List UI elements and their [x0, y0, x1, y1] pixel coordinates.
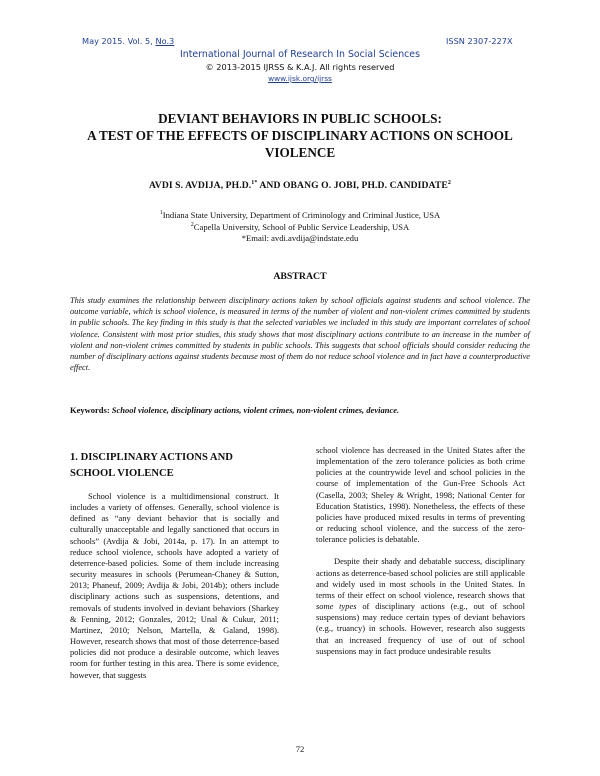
- issue-number-link[interactable]: No.3: [155, 36, 175, 46]
- keywords-text: School violence, disciplinary actions, violent crimes, non-violent crimes, deviance.: [111, 405, 400, 415]
- corresponding-email: *Email: avdi.avdija@indstate.edu: [241, 233, 359, 243]
- issn: ISSN 2307-227X: [446, 36, 513, 46]
- left-paragraph-1: School violence is a multidimensional construct. It includes a variety of offenses. Generally, school violence is defined as “any deviant behavior that is socially and culturally unacceptable and legally sanctioned that occurs in schools” (Avdija & Jobi, 2014a, p. 17). In an attempt to reduce school violence, schools have adopted a variety of deterrence-based policies. Some of them include increasing security measures in schools (Perumean-Chaney & Sutton, 2013; Phaneuf, 2009; Avdija & Jobi, 2014b); others include disciplinary actions such as suspensions, detentions, and removals of students involved in deviant behaviors (Sharkey & Fenning, 2012; Gonzales, 2012; Unal & Cukur, 2011; Martinez, 2010; Nelson, Martella, & Galand, 1998). However, research shows that most of those deterrence-based policies did not produce a desirable outcome, which leaves room for further testing in this area. There is some evidence, however, that suggests: [70, 491, 279, 680]
- authors-and: AND: [257, 180, 283, 191]
- affiliation-2: [40, 222, 560, 234]
- title-line-1: DEVIANT BEHAVIORS IN PUBLIC SCHOOLS:: [158, 111, 442, 126]
- copyright: © 2013-2015 IJRSS & K.A.J. All rights reserved: [205, 62, 395, 72]
- abstract-heading: ABSTRACT: [273, 271, 327, 282]
- right-paragraph-2-part-b: of disciplinary actions (e.g., out of school suspensions) may reduce certain types of deviant behaviors (e.g., truancy) in schools. However, research also suggests that an increased frequency of use of out of school suspensions may in fact produce undesirable results: [316, 601, 525, 656]
- affiliation-1-text: Indiana State University, Department of Criminology and Criminal Justice, USA: [162, 210, 441, 220]
- page-number: 72: [295, 744, 305, 754]
- author-2: OBANG O. JOBI, PH.D. CANDIDATE: [283, 180, 448, 191]
- affiliation-2-mark: 2: [190, 221, 194, 228]
- right-column: [316, 445, 525, 657]
- authors: [40, 180, 560, 191]
- affiliation-1-mark: 1: [159, 210, 163, 217]
- right-paragraph-1: school violence has decreased in the United States after the implementation of the zero tolerance policies as both crime policies at the countrywide level and school policies in the course of implementation of the Gun-Free Schools Act (Casella, 2003; Sheley & Wright, 1998; National Center for Education Statistics, 1998). Nonetheless, the effects of these policies have produced mixed results in terms of preventing or reducing school violence, and the success of the zero-tolerance policies is debatable.: [316, 445, 525, 545]
- section-1-heading-line-1: 1. DISCIPLINARY ACTIONS AND: [70, 452, 233, 463]
- issue-info: [82, 36, 174, 46]
- section-1-heading: [70, 450, 270, 482]
- affiliations: [40, 210, 560, 245]
- affiliation-2-text: Capella University, School of Public Service Leadership, USA: [193, 221, 410, 232]
- journal-url-link[interactable]: www.ijsk.org/ijrss: [268, 74, 332, 83]
- right-paragraph-2-part-a: Despite their shady and debatable success, disciplinary actions as deterrence-based school policies are still applicable and widely used in most schools in the United States. In terms of their effect on school violence, research shows that: [316, 556, 525, 600]
- author-1-mark: 1*: [251, 179, 258, 186]
- journal-name: International Journal of Research In Social Sciences: [180, 49, 420, 60]
- author-2-mark: 2: [447, 179, 451, 186]
- section-1-heading-line-2: SCHOOL VIOLENCE: [70, 468, 174, 479]
- author-1: AVDI S. AVDIJA, PH.D.: [149, 180, 252, 191]
- title-line-3: VIOLENCE: [264, 145, 336, 160]
- left-column: [70, 491, 279, 681]
- affiliation-1: [40, 210, 560, 222]
- keywords-label: Keywords:: [70, 405, 112, 415]
- paper-title: [40, 110, 560, 161]
- right-paragraph-2: [316, 556, 525, 656]
- keywords: [70, 405, 530, 415]
- title-line-2: A TEST OF THE EFFECTS OF DISCIPLINARY ACTIONS ON SCHOOL: [87, 128, 513, 143]
- right-paragraph-2-emphasis: some types: [316, 601, 357, 612]
- issue-label: May 2015. Vol. 5,: [82, 36, 156, 46]
- abstract-text: This study examines the relationship between disciplinary actions taken by school officials against students and school violence. The outcome variable, which is school violence, is measured in terms of the number of violent and non-violent crimes committed by students in public schools. The key finding in this study is that the selected variables we included in this study are important correlates of school violence. Consistent with most prior studies, this study shows that most disciplinary actions contribute to an increase in the number of violent and non-violent crimes committed by students in public schools. This suggests that school officials should consider reducing the number of disciplinary actions against students because most of them do not reduce school violence and in fact have a counterproductive effect.: [70, 296, 530, 373]
